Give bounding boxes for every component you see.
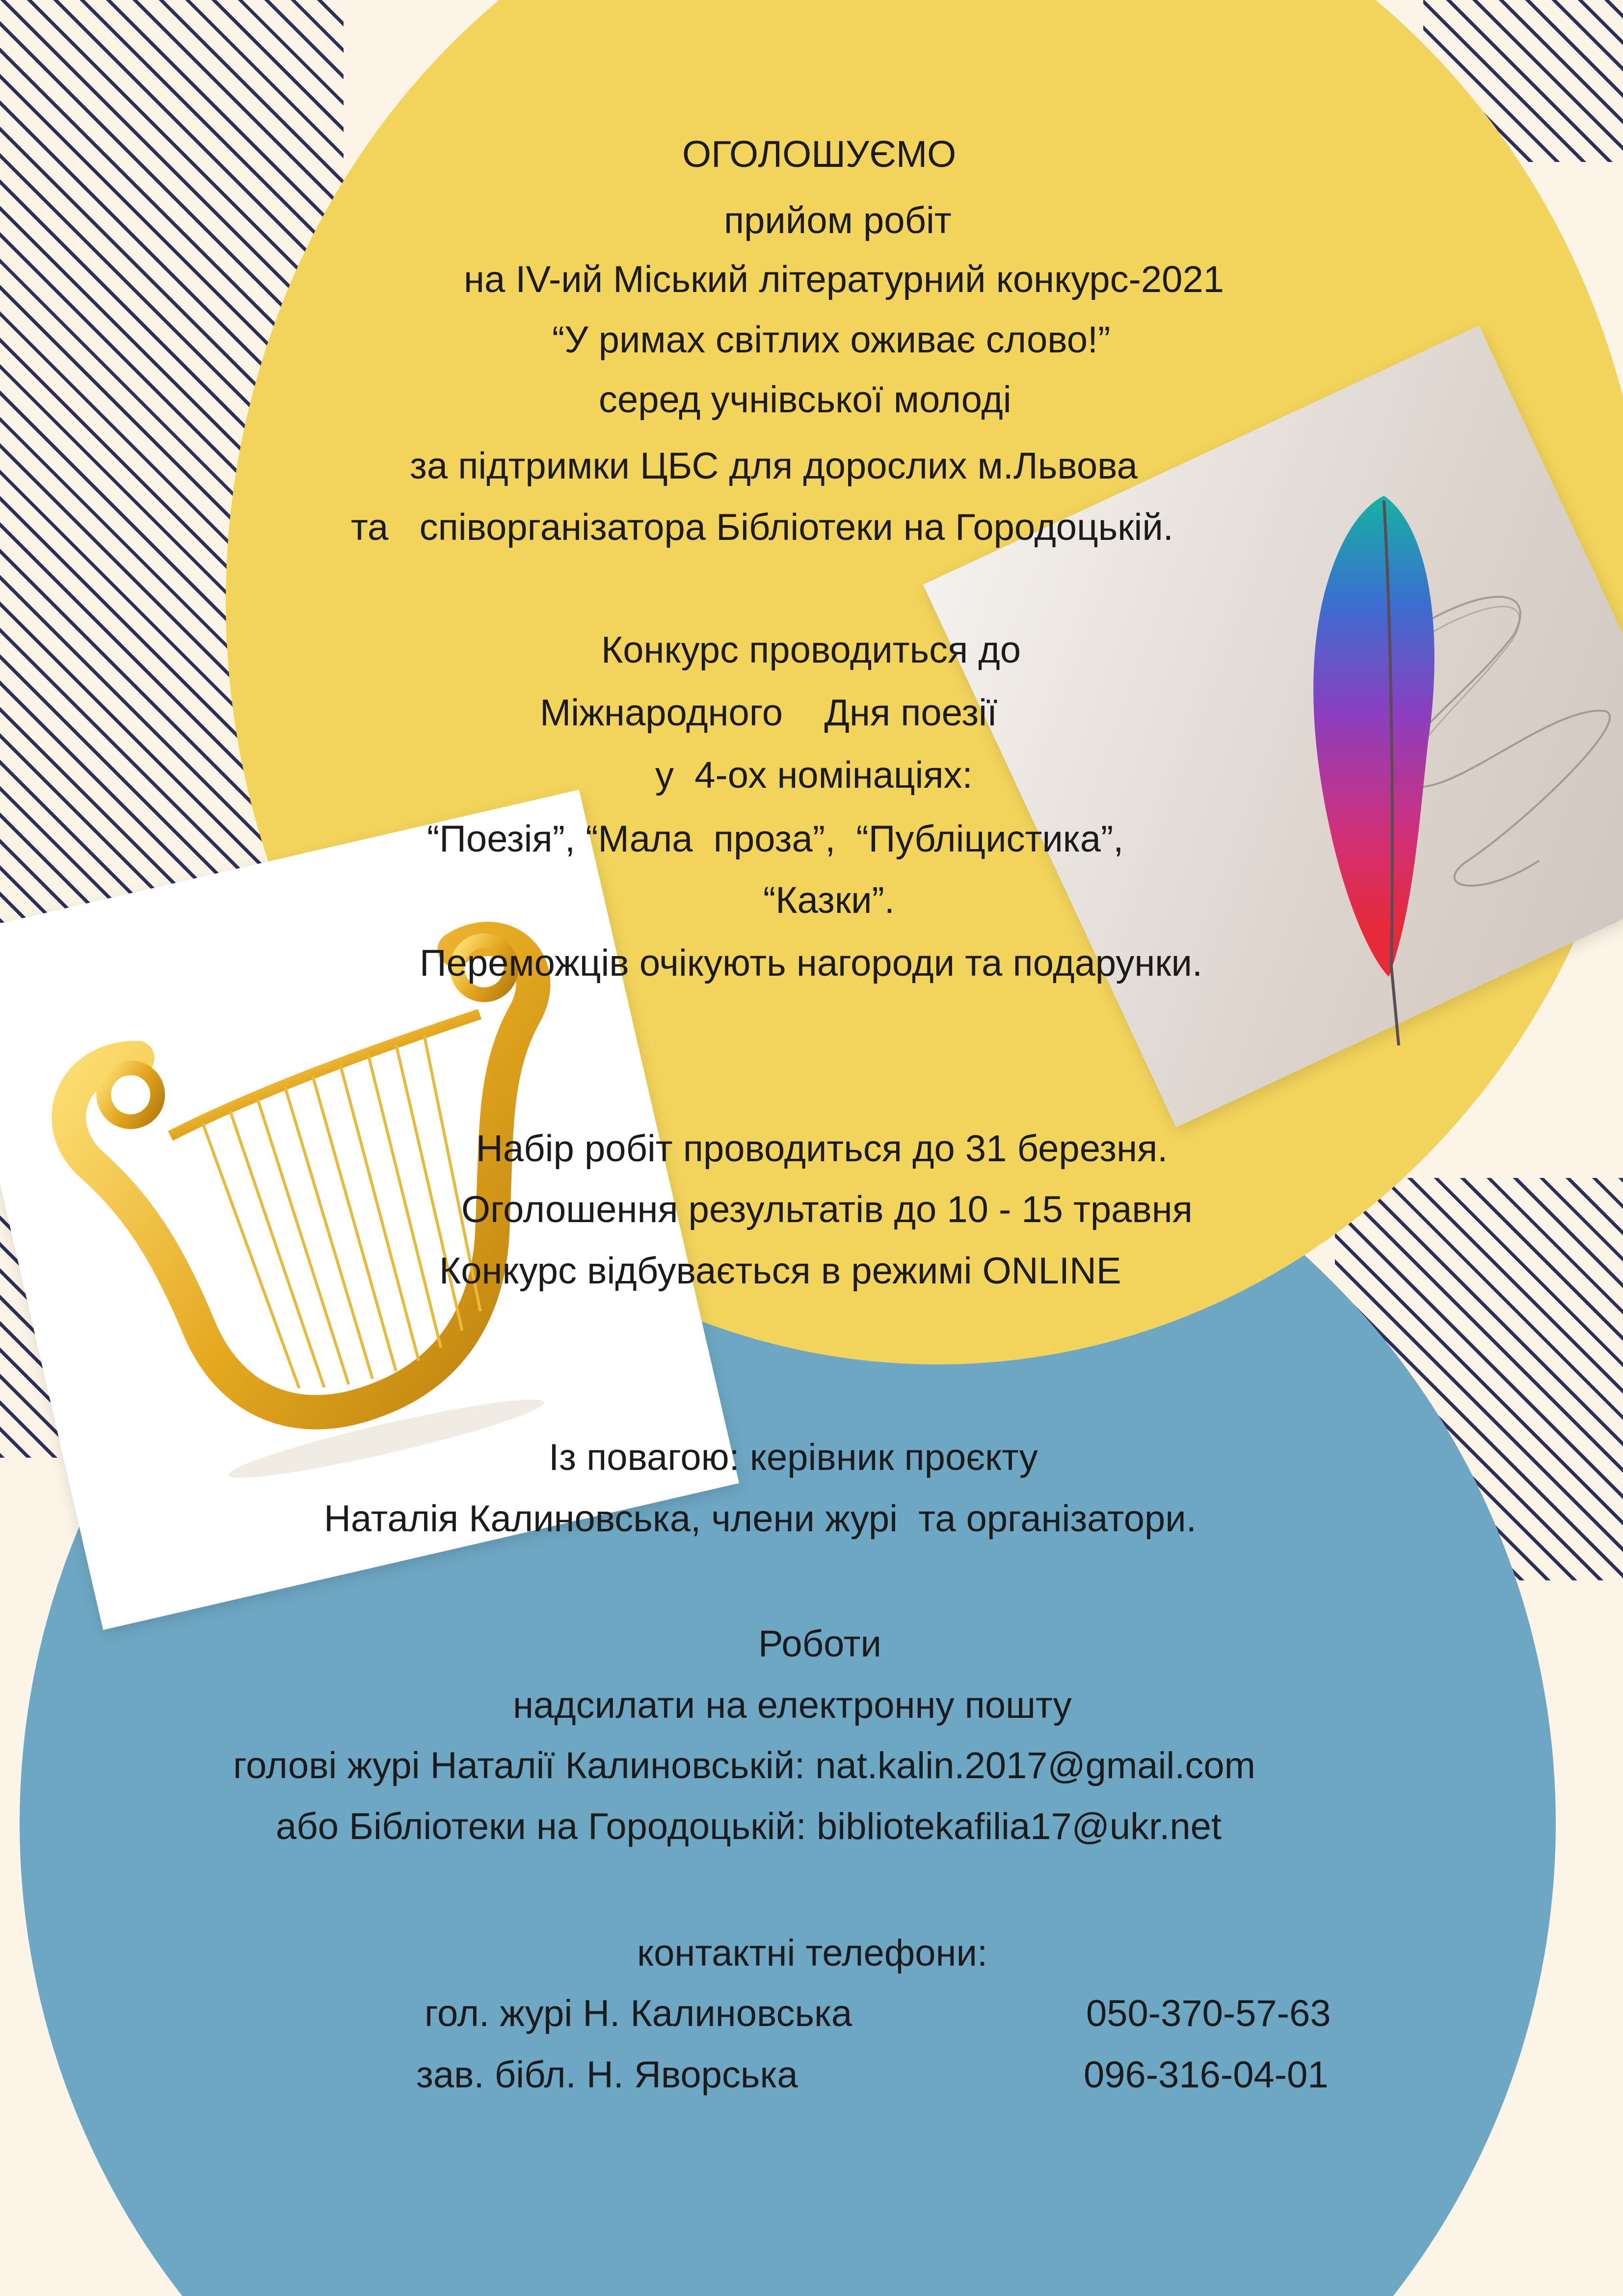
announcement-line: за підтримки ЦБС для дорослих м.Львова xyxy=(410,445,1138,487)
regards-line: Із повагою: керівник проєкту xyxy=(549,1437,1038,1478)
submission-heading: Роботи xyxy=(758,1623,882,1665)
regards-line: Наталія Калиновська, члени журі та організатори. xyxy=(324,1498,1197,1540)
nominations-line: “Казки”. xyxy=(763,880,895,921)
announcement-line: серед учнівської молоді xyxy=(599,379,1011,421)
announcement-line: прийом робіт xyxy=(724,200,952,241)
submission-email-line: або Бібліотеки на Городоцькій: bibliotekafilia17@ukr.net xyxy=(276,1806,1222,1847)
nominations-line: “Поезія”, “Мала проза”, “Публіцистика”, xyxy=(427,818,1124,860)
contest-line: Міжнародного Дня поезії xyxy=(540,692,998,734)
schedule-line: Оголошення результатів до 10 - 15 травня xyxy=(461,1189,1193,1230)
contact-phone: 096-316-04-01 xyxy=(1084,2054,1329,2096)
schedule-line: Набір робіт проводиться до 31 березня. xyxy=(476,1128,1168,1170)
contact-phone: 050-370-57-63 xyxy=(1086,1993,1331,2034)
contacts-heading: контактні телефони: xyxy=(637,1932,988,1974)
contact-name: зав. бібл. Н. Яворська xyxy=(416,2054,798,2096)
contest-line: Конкурс проводиться до xyxy=(601,629,1021,671)
contest-line: у 4-ох номінаціях: xyxy=(655,754,973,796)
submission-email-line: голові журі Наталії Калиновській: nat.kalin.2017@gmail.com xyxy=(233,1745,1255,1787)
contact-name: гол. журі Н. Калиновська xyxy=(425,1993,852,2034)
announcement-line: на IV-ий Міський літературний конкурс-2021 xyxy=(464,259,1224,300)
contest-line: Переможців очікують нагороди та подарунки. xyxy=(420,942,1203,984)
contest-slogan: “У римах світлих оживає слово!” xyxy=(552,319,1111,361)
schedule-line: Конкурс відбувається в режимі ONLINE xyxy=(439,1250,1121,1292)
announcement-line: та співорганізатора Бібліотеки на Городоцькій. xyxy=(351,507,1173,548)
announcement-title: ОГОЛОШУЄМО xyxy=(682,133,957,175)
submission-line: надсилати на електронну пошту xyxy=(513,1684,1072,1726)
